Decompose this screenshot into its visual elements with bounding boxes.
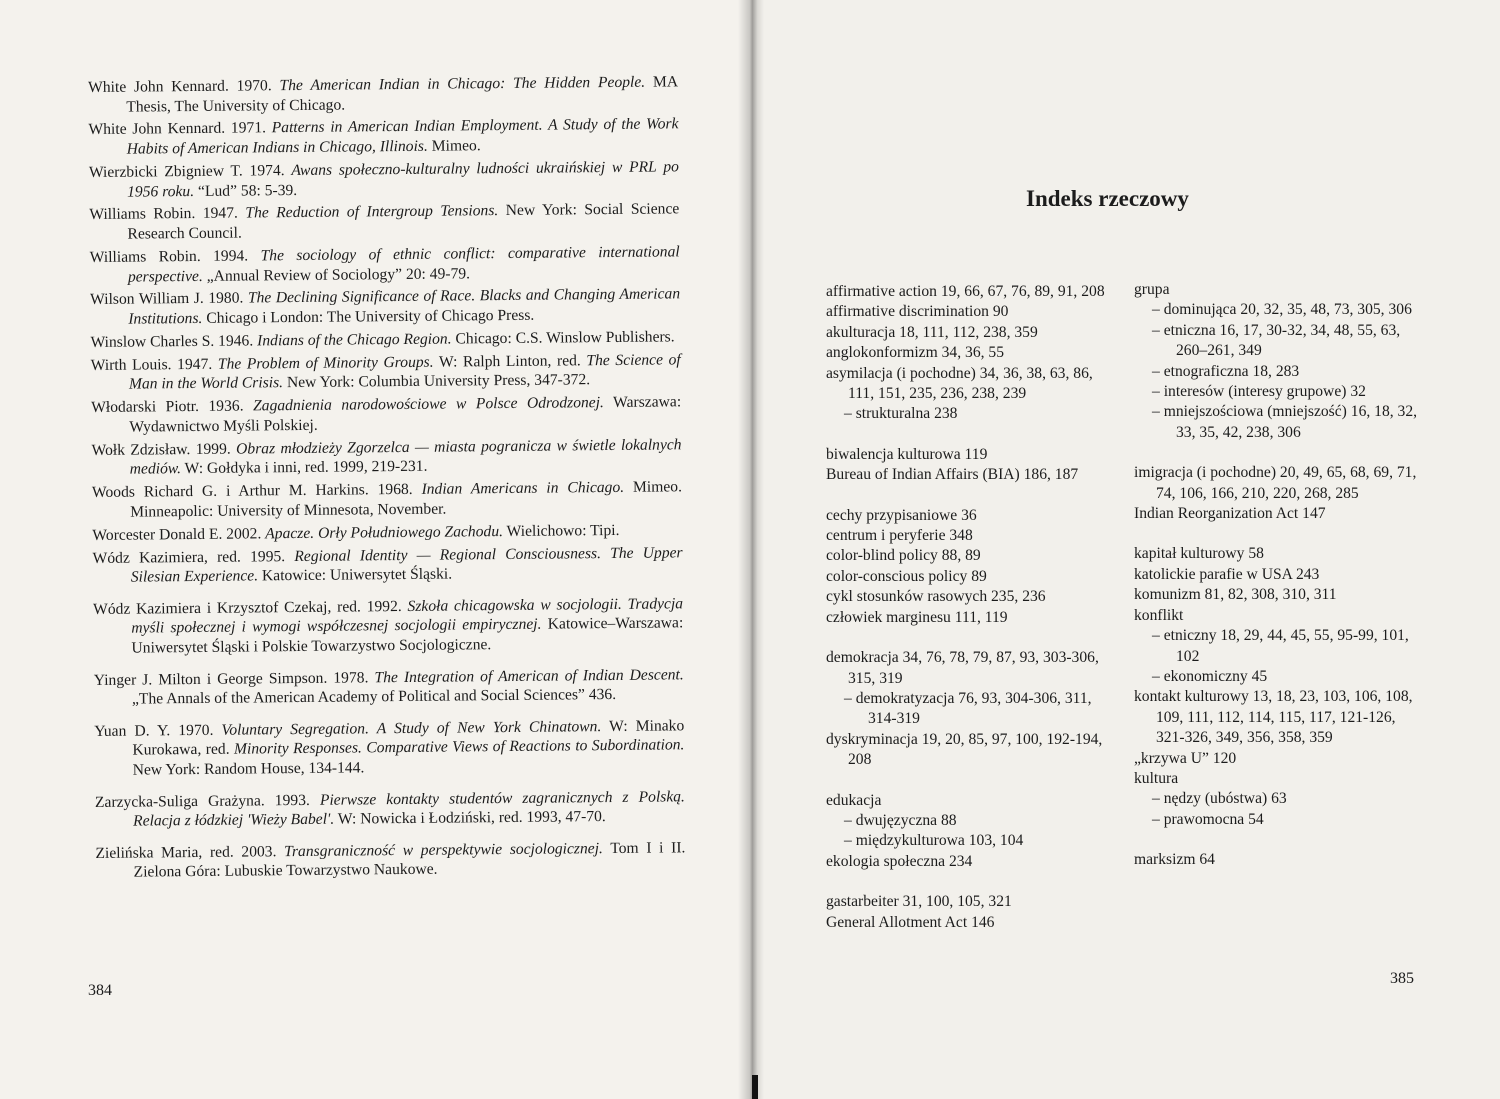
page-number-right: 385 — [1390, 970, 1414, 987]
bibliography-entry — [90, 285, 680, 330]
bibliography-entry — [90, 327, 680, 352]
entry-rest: W: Ralph Linton, red. — [433, 352, 587, 371]
entry-rest2: New York: Columbia University Press, 347-372. — [282, 371, 591, 392]
entry-title: Patterns in American Indian Employment. A Study of the Work Habits of American Indians in Chicago, Illinois. — [126, 115, 679, 158]
index-subentry: – demokratyzacja 76, 93, 304-306, 311, 314-319 — [844, 689, 1092, 728]
entry-title: Obraz młodzieży Zgorzelca — miasta pogranicza w świetle lokalnych mediów. — [129, 436, 682, 478]
index-entry: centrum i peryferie 348 — [826, 527, 973, 545]
entry-title: Pierwsze kontakty studentów zagranicznych z Polską. Relacja z łódzkiej 'Wieży Babel'. — [133, 787, 686, 830]
index-entry: ekologia społeczna 234 — [826, 852, 973, 870]
index-entry: affirmative action 19, 66, 67, 76, 89, 91, 208 — [826, 283, 1105, 300]
entry-title: The sociology of ethnic conflict: comparative international perspective. — [127, 243, 680, 286]
entry-title: The Integration of American of Indian Descent. — [374, 665, 684, 686]
index-subentry: – strukturalna 238 — [844, 405, 958, 423]
index-entry: kontakt kulturowy 13, 18, 23, 103, 106, 108, 109, 111, 112, 114, 115, 117, 121-126, 321-326, 349, 356, 358, 359 — [1134, 688, 1413, 747]
bibliography-entry — [91, 435, 681, 480]
index-entry: demokracja 34, 76, 78, 79, 87, 93, 303-306, 315, 319 — [826, 649, 1099, 687]
index-column-1 — [826, 282, 1111, 933]
entry-rest: Chicago: C.S. Winslow Publishers. — [451, 328, 675, 348]
entry-title: Awans społeczno-kulturalny ludności ukraińskiej w PRL po 1956 roku. — [127, 158, 679, 201]
index-entry: akulturacja 18, 111, 112, 238, 359 — [826, 323, 1038, 341]
entry-title: The Reduction of Intergroup Tensions. — [245, 202, 499, 222]
index-entry: „krzywa U” 120 — [1134, 749, 1237, 767]
index-subentry: – dwujęzyczna 88 — [844, 811, 957, 829]
entry-author: Wódz Kazimiera i Krzysztof Czekaj, red. 1992. — [93, 597, 408, 618]
index-entry: katolickie parafie w USA 243 — [1134, 565, 1320, 583]
index-entry: kultura — [1134, 769, 1179, 787]
entry-rest: Mimeo. Minneapolic: University of Minnesota, November. — [130, 478, 683, 521]
bibliography-entry — [91, 350, 681, 395]
index-entry: marksizm 64 — [1134, 851, 1215, 869]
entry-rest: Katowice–Warszawa: Uniwersytet Śląski i Polskie Towarzystwo Socjologiczne. — [131, 614, 684, 657]
index-subentry: – mniejszościowa (mniejszość) 16, 18, 32, 33, 35, 42, 238, 306 — [1152, 403, 1418, 441]
book-gutter — [738, 0, 764, 1099]
entry-rest: “Lud” 58: 5-39. — [194, 181, 298, 200]
index-entry: konflikt — [1134, 606, 1184, 624]
entry-title: The Problem of Minority Groups. — [217, 353, 434, 373]
index-entry: General Allotment Act 146 — [826, 913, 995, 931]
entry-title: Voluntary Segregation. A Study of New York Chinatown. — [221, 717, 602, 739]
entry-title2: Minority Responses. Comparative Views of Reactions to Subordination. — [233, 736, 685, 759]
bibliography-entry — [89, 200, 679, 245]
entry-author: Wołk Zdzisław. 1999. — [91, 440, 237, 459]
bibliography-entry — [90, 242, 680, 287]
entry-author: Zarzycka-Suliga Grażyna. 1993. — [94, 791, 320, 811]
entry-rest: „The Annals of the American Academy of Political and Social Sciences” 436. — [131, 686, 617, 708]
entry-author: Woods Richard G. i Arthur M. Harkins. 1968. — [91, 481, 422, 502]
bibliography-entry — [94, 665, 684, 710]
index-entry: edukacja — [826, 791, 882, 809]
entry-rest: Tom I i II. Zielona Góra: Lubuskie Towarzystwo Naukowe. — [133, 839, 686, 881]
index-spacer — [1134, 524, 1424, 544]
index-subentry: – nędzy (ubóstwa) 63 — [1152, 790, 1287, 808]
index-subentry: – dominująca 20, 32, 35, 48, 73, 305, 306 — [1152, 301, 1412, 319]
index-entry: dyskryminacja 19, 20, 85, 97, 100, 192-194, 208 — [826, 730, 1103, 769]
bibliography-entry — [94, 716, 685, 780]
index-entry: imigracja (i pochodne) 20, 49, 65, 68, 69, 71, 74, 106, 166, 210, 220, 268, 285 — [1134, 464, 1417, 502]
index-entry: cechy przypisaniowe 36 — [826, 506, 977, 524]
gutter-mark — [752, 1075, 758, 1099]
bibliography-entry — [93, 543, 683, 588]
entry-author: Wirth Louis. 1947. — [90, 355, 218, 374]
bibliography-entry — [88, 72, 678, 117]
bibliography-entry — [93, 594, 684, 658]
entry-rest: W: Gołdyka i inni, red. 1999, 219-231. — [180, 458, 428, 478]
page-number-left: 384 — [88, 982, 112, 999]
entry-rest: W: Nowicka i Łodziński, red. 1993, 47-70. — [334, 808, 606, 828]
index-title: Indeks rzeczowy — [1026, 186, 1189, 211]
entry-author: Williams Robin. 1947. — [89, 204, 246, 224]
index-subentry: – międzykulturowa 103, 104 — [844, 832, 1024, 850]
entry-rest2: New York: Random House, 134-144. — [132, 759, 365, 779]
index-subentry: – prawomocna 54 — [1152, 810, 1264, 828]
entry-author: Yuan D. Y. 1970. — [94, 721, 222, 740]
entry-rest: Warszawa: Wydawnictwo Myśli Polskiej. — [129, 393, 682, 436]
entry-title: The Declining Significance of Race. Blacks and Changing American Institutions. — [128, 285, 681, 328]
entry-rest: MA Thesis, The University of Chicago. — [126, 73, 679, 116]
entry-author: White John Kennard. 1971. — [88, 119, 272, 139]
bibliography-entry — [92, 520, 682, 545]
index-subentry: – ekonomiczny 45 — [1152, 667, 1268, 685]
index-spacer — [1134, 443, 1424, 463]
entry-author: White John Kennard. 1970. — [88, 77, 280, 96]
entry-rest: „Annual Review of Sociology” 20: 49-79. — [202, 264, 471, 285]
entry-author: Williams Robin. 1994. — [89, 247, 261, 266]
bibliography-list — [88, 72, 686, 886]
index-spacer — [826, 628, 1111, 648]
index-spacer — [826, 771, 1111, 791]
index-entry: biwalencja kulturowa 119 — [826, 445, 988, 463]
entry-title: Zagadnienia narodowościowe w Polsce Odrodzonej. — [252, 394, 604, 415]
bibliography-entry — [95, 838, 685, 883]
index-entry: asymilacja (i pochodne) 34, 36, 38, 63, 86, 111, 151, 235, 236, 238, 239 — [826, 364, 1093, 403]
index-entry: color-blind policy 88, 89 — [826, 547, 981, 565]
index-subentry: – interesów (interesy grupowe) 32 — [1152, 383, 1366, 401]
index-spacer — [826, 486, 1111, 506]
index-entry: cykl stosunków rasowych 235, 236 — [826, 588, 1046, 606]
entry-rest: Chicago i London: The University of Chicago Press. — [202, 306, 535, 327]
index-entry: kapitał kulturowy 58 — [1134, 545, 1264, 563]
entry-title: The American Indian in Chicago: The Hidden People. — [279, 73, 646, 95]
index-entry: komunizm 81, 82, 308, 310, 311 — [1134, 586, 1337, 604]
entry-author: Zielińska Maria, red. 2003. — [95, 842, 285, 862]
index-spacer — [1134, 830, 1424, 850]
entry-title: Transgraniczność w perspektywie socjologicznej. — [284, 839, 603, 860]
entry-author: Winslow Charles S. 1946. — [90, 332, 258, 351]
entry-rest: New York: Social Science Research Council. — [127, 200, 680, 243]
index-subentry: – etniczna 16, 17, 30-32, 34, 48, 55, 63, 260–261, 349 — [1152, 321, 1401, 360]
bibliography-entry — [89, 157, 679, 202]
bibliography-entry — [95, 787, 685, 832]
entry-author: Worcester Donald E. 2002. — [92, 525, 266, 544]
index-subentry: – etniczny 18, 29, 44, 45, 55, 95-99, 101, 102 — [1152, 627, 1409, 665]
entry-title: Szkoła chicagowska w socjologii. Tradycja myśli społecznej i wymogi współczesnej socjologii empirycznej. — [131, 595, 684, 638]
entry-author: Yinger J. Milton i George Simpson. 1978. — [93, 668, 375, 689]
entry-author: Włodarski Piotr. 1936. — [91, 397, 254, 417]
entry-rest: Mimeo. — [427, 137, 481, 155]
index-entry: affirmative discrimination 90 — [826, 303, 1009, 321]
entry-author: Wódz Kazimiera, red. 1995. — [92, 547, 295, 567]
bibliography-entry — [92, 478, 682, 523]
index-entry: Bureau of Indian Affairs (BIA) 186, 187 — [826, 466, 1079, 484]
entry-rest: Wielichowo: Tipi. — [502, 521, 620, 540]
index-column-2 — [1134, 280, 1424, 871]
bibliography-entry — [88, 115, 678, 160]
index-entry: Indian Reorganization Act 147 — [1134, 505, 1326, 523]
bibliography-entry — [91, 393, 681, 438]
index-spacer — [826, 872, 1111, 892]
index-spacer — [826, 425, 1111, 445]
entry-author: Wilson William J. 1980. — [90, 289, 249, 309]
entry-title: Apacze. Orły Południowego Zachodu. — [265, 522, 504, 543]
entry-title2: The Science of Man in the World Crisis. — [128, 351, 681, 394]
index-entry: człowiek marginesu 111, 119 — [826, 608, 1008, 626]
entry-rest: Katowice: Uniwersytet Śląski. — [258, 565, 453, 585]
entry-author: Wierzbicki Zbigniew T. 1974. — [88, 162, 292, 181]
entry-title: Indians of the Chicago Region. — [257, 330, 452, 350]
index-entry: grupa — [1134, 281, 1170, 298]
index-entry: color-conscious policy 89 — [826, 567, 987, 585]
entry-title: Indian Americans in Chicago. — [421, 479, 625, 499]
entry-title: Regional Identity — Regional Consciousness. The Upper Silesian Experience. — [130, 543, 683, 586]
entry-rest: W: Minako Kurokawa, red. — [132, 717, 685, 759]
index-entry: gastarbeiter 31, 100, 105, 321 — [826, 893, 1012, 911]
index-entry: anglokonformizm 34, 36, 55 — [826, 344, 1005, 362]
index-subentry: – etnograficzna 18, 283 — [1152, 362, 1300, 380]
